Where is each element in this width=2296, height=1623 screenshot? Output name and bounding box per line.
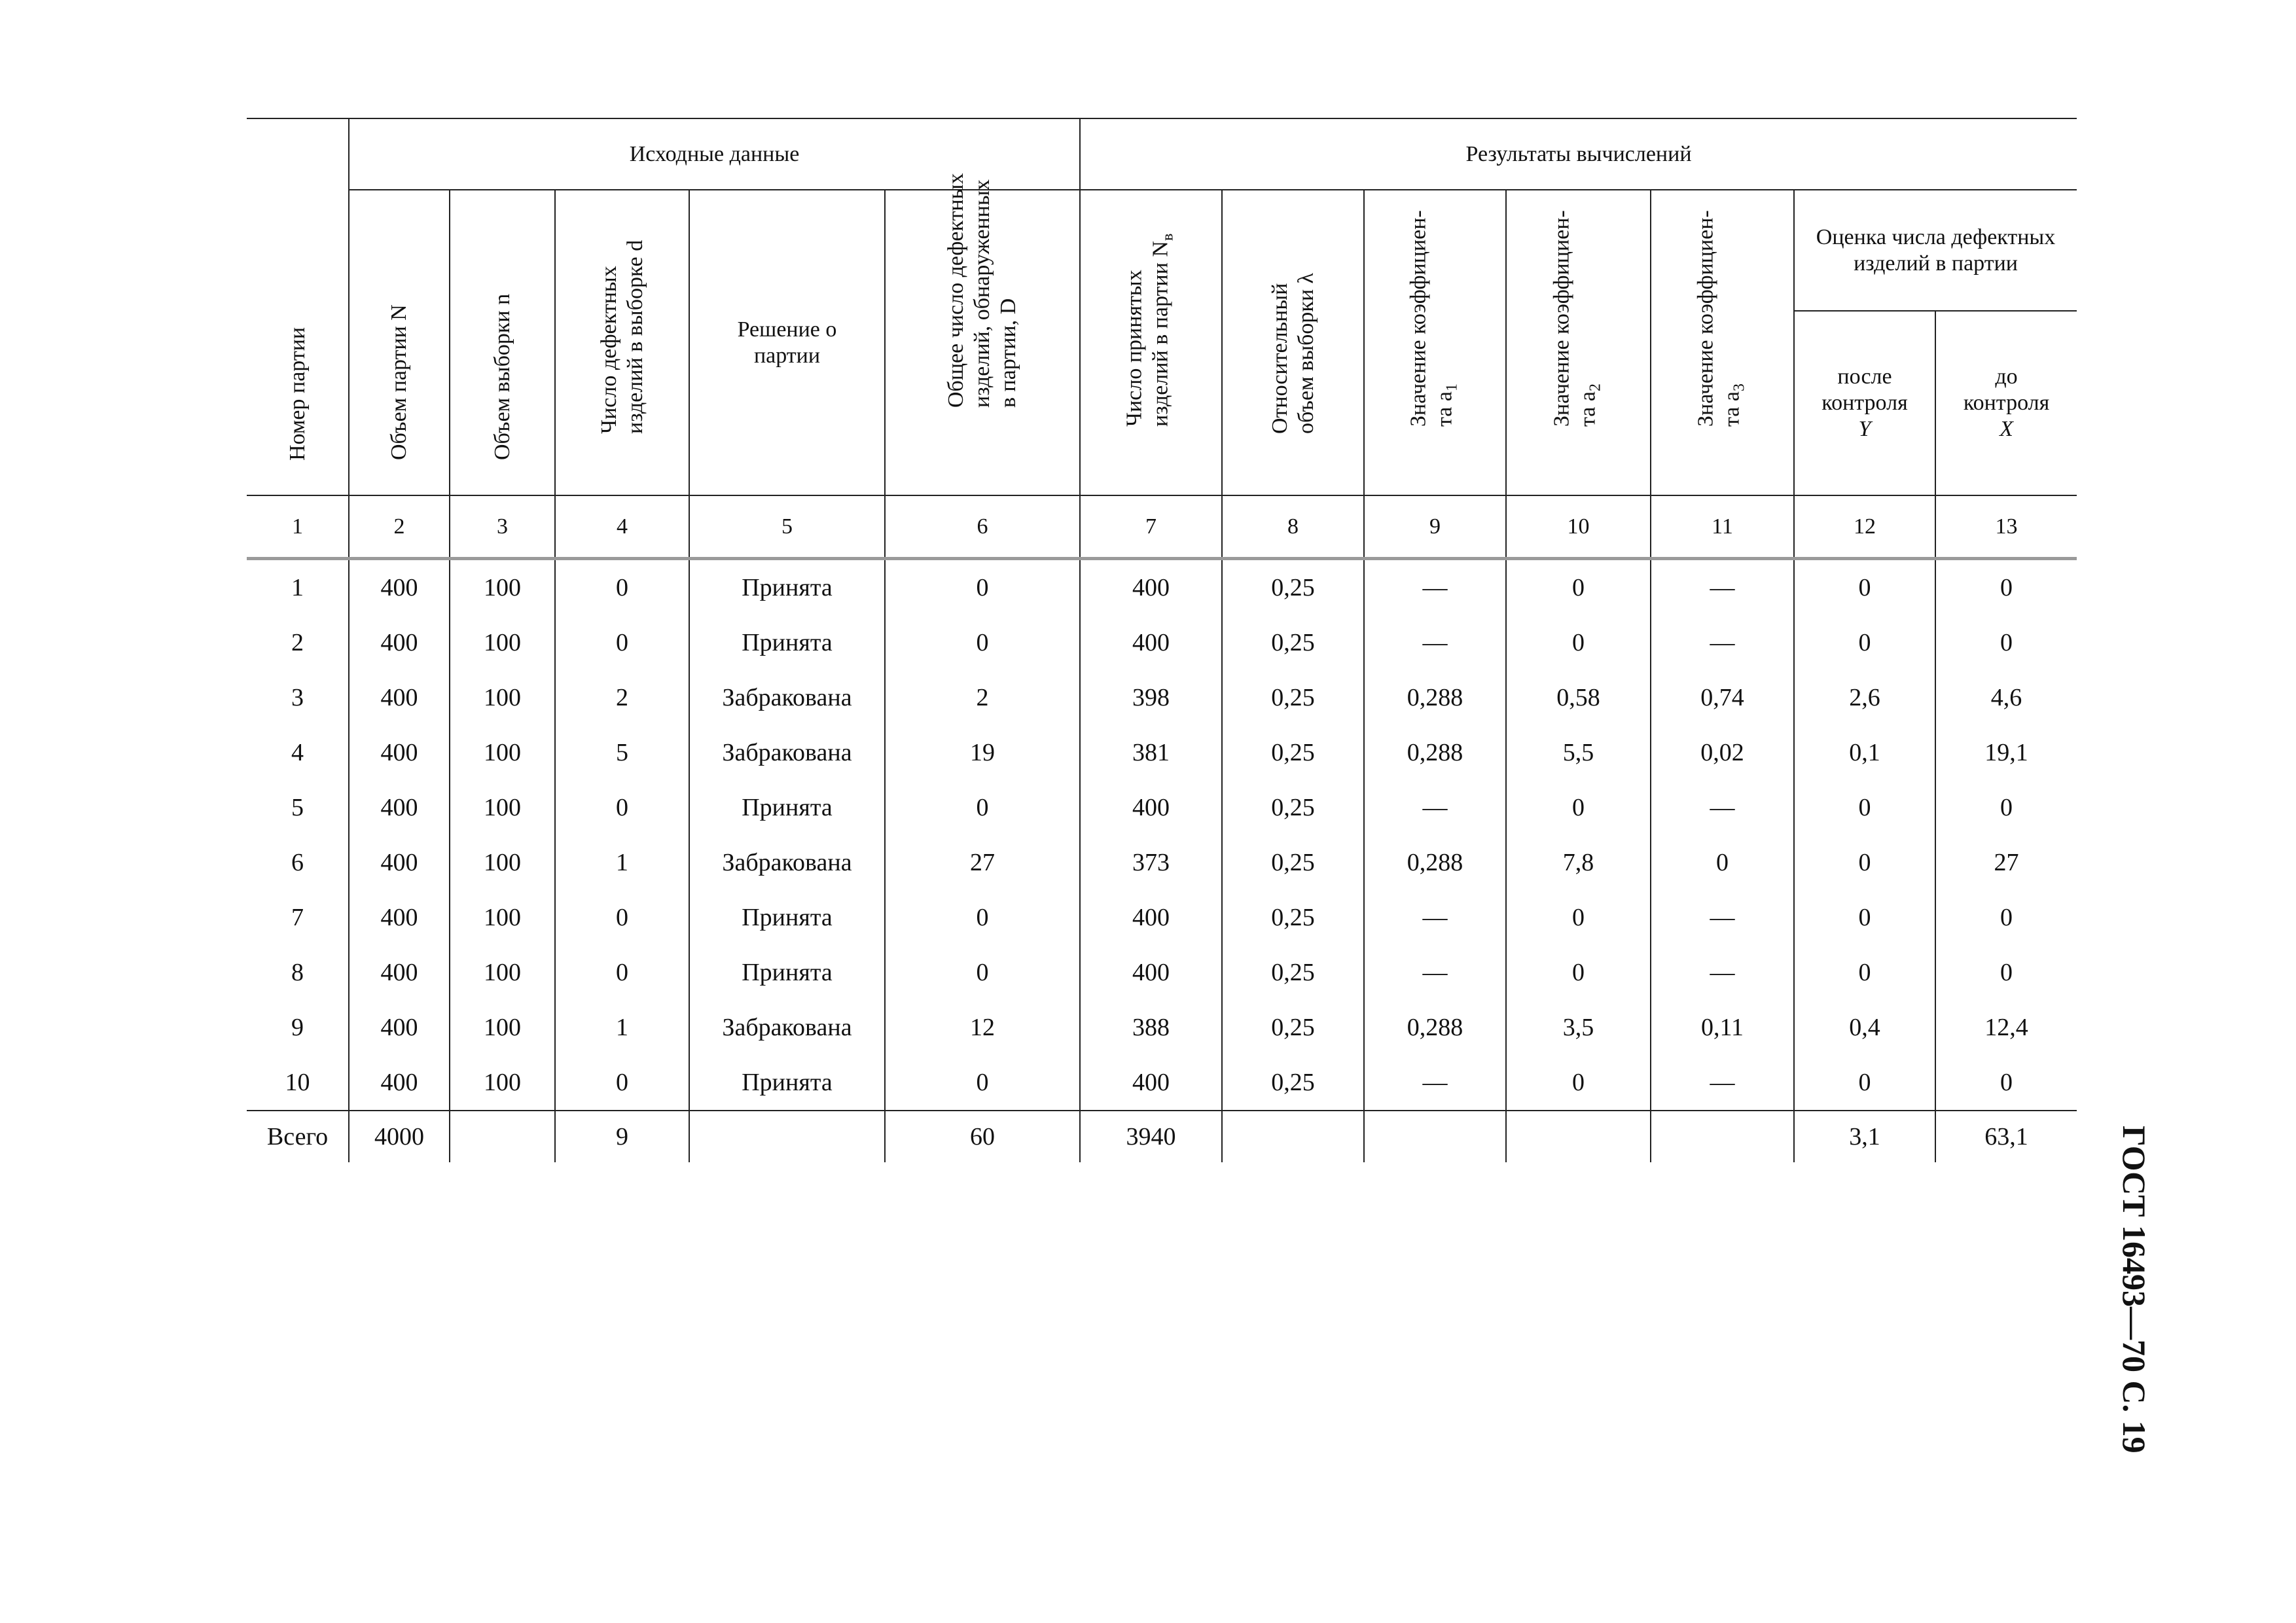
results-table	[247, 118, 2077, 1162]
decision-cell: Забракована	[689, 835, 885, 890]
table-row	[247, 670, 2077, 725]
header-coef-a3: Значение коэффициен- та $a_3$	[1651, 190, 1794, 495]
column-number: 5	[689, 495, 885, 559]
table-cell: —	[1651, 945, 1794, 1000]
table-cell: 8	[291, 959, 304, 986]
decision-cell: Забракована	[689, 670, 885, 725]
table-row	[247, 945, 2077, 1000]
total-cell: 3,1	[1794, 1111, 1935, 1162]
table-cell: 0	[885, 615, 1080, 670]
table-cell: 5	[291, 794, 304, 821]
table-cell: 2	[555, 670, 689, 725]
decision-cell: Забракована	[689, 1000, 885, 1055]
table-cell: —	[1651, 559, 1794, 616]
table-cell: 373	[1080, 835, 1222, 890]
header-relative-sample: Относительный объем выборки λ	[1222, 190, 1364, 495]
table-cell: 0	[555, 780, 689, 835]
table-cell: 0	[1794, 559, 1935, 616]
table-cell: 400	[349, 615, 450, 670]
table-cell: 0	[1506, 890, 1651, 945]
table-cell: 398	[1080, 670, 1222, 725]
table-cell: 0	[885, 945, 1080, 1000]
table-cell: 3,5	[1506, 1000, 1651, 1055]
table-cell: 400	[1080, 1055, 1222, 1111]
header-after-control: после контроля Y	[1794, 311, 1935, 495]
table-cell: 0	[1794, 890, 1935, 945]
column-number: 3	[450, 495, 555, 559]
table-cell: 2	[291, 629, 304, 656]
table-cell: 0	[1935, 945, 2077, 1000]
table-cell: 12	[885, 1000, 1080, 1055]
table-cell: 0,25	[1222, 780, 1364, 835]
table-body	[247, 559, 2077, 1111]
table-cell: 100	[450, 890, 555, 945]
table-cell: 1	[555, 835, 689, 890]
table-cell: 400	[349, 670, 450, 725]
table-cell: 0	[1794, 1055, 1935, 1111]
table-row	[247, 890, 2077, 945]
table-cell: 100	[450, 1000, 555, 1055]
total-cell: 63,1	[1935, 1111, 2077, 1162]
total-cell: 9	[555, 1111, 689, 1162]
decision-cell: Принята	[689, 1055, 885, 1111]
table-cell: 1	[555, 1000, 689, 1055]
table-cell: 0	[1794, 615, 1935, 670]
table-row	[247, 615, 2077, 670]
column-number: 11	[1651, 495, 1794, 559]
table-cell: 400	[349, 780, 450, 835]
header-accepted-items: Число принятых изделий в партии $N_в$	[1080, 190, 1222, 495]
table-cell: 2,6	[1794, 670, 1935, 725]
table-cell: 400	[1080, 890, 1222, 945]
table-cell: 3	[291, 684, 304, 711]
table-cell: 0	[885, 1055, 1080, 1111]
decision-cell: Принята	[689, 559, 885, 616]
table-cell: 0,25	[1222, 1055, 1364, 1111]
column-number: 4	[555, 495, 689, 559]
table-cell: 0,288	[1364, 1000, 1506, 1055]
table-row	[247, 725, 2077, 780]
table-cell: —	[1651, 780, 1794, 835]
table-cell: 0	[1651, 835, 1794, 890]
table-cell: 0,58	[1506, 670, 1651, 725]
table-cell: 0,74	[1651, 670, 1794, 725]
header-defects-in-sample: Число дефектных изделий в выборке d	[555, 190, 689, 495]
table-cell: 0	[1794, 945, 1935, 1000]
table-cell: 0,288	[1364, 835, 1506, 890]
table-row	[247, 1000, 2077, 1055]
table-cell: 100	[450, 725, 555, 780]
table-cell: 100	[450, 780, 555, 835]
table-cell: 400	[1080, 945, 1222, 1000]
table-cell: —	[1364, 1055, 1506, 1111]
table-cell: 0	[555, 615, 689, 670]
table-cell: 0	[1935, 615, 2077, 670]
table-cell: 19,1	[1935, 725, 2077, 780]
table-cell: 19	[885, 725, 1080, 780]
table-cell: 0,25	[1222, 890, 1364, 945]
table-cell: 4	[291, 739, 304, 766]
table-cell: 12,4	[1935, 1000, 2077, 1055]
column-number: 13	[1935, 495, 2077, 559]
table-cell: 0	[1935, 559, 2077, 616]
table-row	[247, 780, 2077, 835]
column-number: 1	[247, 495, 349, 559]
header-sample-size: Объем выборки n	[450, 190, 555, 495]
table-cell: 0	[555, 559, 689, 616]
table-cell: 400	[1080, 559, 1222, 616]
table-cell: —	[1651, 890, 1794, 945]
table-cell: 100	[450, 559, 555, 616]
header-before-control: до контроля X	[1935, 311, 2077, 495]
table-cell: 10	[285, 1069, 310, 1096]
table-cell: —	[1364, 559, 1506, 616]
header-coef-a1: Значение коэффициен- та $a_1$	[1364, 190, 1506, 495]
table-cell: 27	[1935, 835, 2077, 890]
table-cell: 400	[349, 559, 450, 616]
table-cell: —	[1364, 945, 1506, 1000]
table-cell: 400	[349, 1000, 450, 1055]
table-cell: 0,1	[1794, 725, 1935, 780]
table-cell: 1	[291, 574, 304, 601]
table-cell: 100	[450, 615, 555, 670]
table-cell: 0	[555, 1055, 689, 1111]
table-cell: 5,5	[1506, 725, 1651, 780]
table-cell: 7,8	[1506, 835, 1651, 890]
total-cell	[1651, 1111, 1794, 1162]
table-row	[247, 835, 2077, 890]
table-cell: 0,288	[1364, 725, 1506, 780]
decision-cell: Принята	[689, 945, 885, 1000]
table-cell: 400	[349, 890, 450, 945]
table-cell: —	[1364, 615, 1506, 670]
total-row	[247, 1111, 2077, 1162]
table-cell: 0	[1506, 559, 1651, 616]
table-row	[247, 1055, 2077, 1111]
table-cell: 400	[349, 725, 450, 780]
decision-cell: Принята	[689, 615, 885, 670]
total-cell: 60	[885, 1111, 1080, 1162]
decision-cell: Принята	[689, 890, 885, 945]
table-cell: 0,25	[1222, 945, 1364, 1000]
table-cell: 27	[885, 835, 1080, 890]
total-cell: 4000	[349, 1111, 450, 1162]
header-total-defects: Общее число дефектных изделий, обнаруженных в партии, D	[885, 190, 1080, 495]
total-cell	[1364, 1111, 1506, 1162]
table-cell: 400	[1080, 780, 1222, 835]
table-cell: 0,288	[1364, 670, 1506, 725]
table-cell: 2	[885, 670, 1080, 725]
table-cell: 0	[885, 780, 1080, 835]
table-cell: 100	[450, 1055, 555, 1111]
table-cell: 5	[555, 725, 689, 780]
table-cell: 0	[1935, 780, 2077, 835]
table-cell: 0,25	[1222, 670, 1364, 725]
table-cell: 0	[1935, 890, 2077, 945]
decision-cell: Забракована	[689, 725, 885, 780]
total-cell	[450, 1111, 555, 1162]
table-cell: 0	[1794, 780, 1935, 835]
column-number: 6	[885, 495, 1080, 559]
header-batch-number: Номер партии	[247, 118, 349, 495]
total-cell: 3940	[1080, 1111, 1222, 1162]
decision-cell: Принята	[689, 780, 885, 835]
table-cell: —	[1651, 1055, 1794, 1111]
standard-page-number: ГОСТ 16493—70 С. 19	[2116, 1126, 2153, 1454]
table-cell: 381	[1080, 725, 1222, 780]
header-group-source: Исходные данные	[349, 118, 1080, 190]
table-cell: 0,11	[1651, 1000, 1794, 1055]
table-cell: 0	[1794, 835, 1935, 890]
column-number: 9	[1364, 495, 1506, 559]
table-cell: 0	[1935, 1055, 2077, 1111]
header-group-results: Результаты вычислений	[1080, 118, 2077, 190]
table-cell: 9	[291, 1014, 304, 1041]
header-lot-size: Объем партии N	[349, 190, 450, 495]
total-label: Всего	[247, 1111, 349, 1162]
table-cell: —	[1364, 780, 1506, 835]
table-cell: 0	[1506, 780, 1651, 835]
table-row	[247, 559, 2077, 616]
table-cell: 6	[291, 849, 304, 876]
table-cell: 0	[885, 559, 1080, 616]
header-group-estimate: Оценка числа дефектных изделий в партии	[1794, 190, 2077, 311]
table-cell: 0,25	[1222, 725, 1364, 780]
column-number: 7	[1080, 495, 1222, 559]
table-cell: 100	[450, 670, 555, 725]
table-cell: 0	[555, 945, 689, 1000]
table-cell: 0	[885, 890, 1080, 945]
table-cell: 0,25	[1222, 615, 1364, 670]
table-cell: 100	[450, 945, 555, 1000]
column-number: 2	[349, 495, 450, 559]
table-cell: 0	[1506, 615, 1651, 670]
column-number: 12	[1794, 495, 1935, 559]
table-cell: —	[1364, 890, 1506, 945]
header-coef-a2: Значение коэффициен- та $a_2$	[1506, 190, 1651, 495]
table-cell: 400	[349, 1055, 450, 1111]
table-cell: 7	[291, 904, 304, 931]
table-cell: 400	[349, 945, 450, 1000]
table-cell: 0,25	[1222, 835, 1364, 890]
header-decision: Решение о партии	[689, 190, 885, 495]
table-cell: 0	[555, 890, 689, 945]
table-cell: 400	[1080, 615, 1222, 670]
total-cell	[1506, 1111, 1651, 1162]
table-cell: 0,4	[1794, 1000, 1935, 1055]
table-cell: 400	[349, 835, 450, 890]
table-cell: 0	[1506, 1055, 1651, 1111]
table-cell: 388	[1080, 1000, 1222, 1055]
table-cell: 4,6	[1935, 670, 2077, 725]
table-cell: 100	[450, 835, 555, 890]
column-number: 8	[1222, 495, 1364, 559]
total-cell	[1222, 1111, 1364, 1162]
column-number-row	[247, 495, 2077, 559]
page-caption	[2109, 1126, 2181, 1466]
column-number: 10	[1506, 495, 1651, 559]
total-cell	[689, 1111, 885, 1162]
table-cell: 0,02	[1651, 725, 1794, 780]
table-cell: 0	[1506, 945, 1651, 1000]
table-cell: 0,25	[1222, 1000, 1364, 1055]
table-cell: 0,25	[1222, 559, 1364, 616]
table-cell: —	[1651, 615, 1794, 670]
